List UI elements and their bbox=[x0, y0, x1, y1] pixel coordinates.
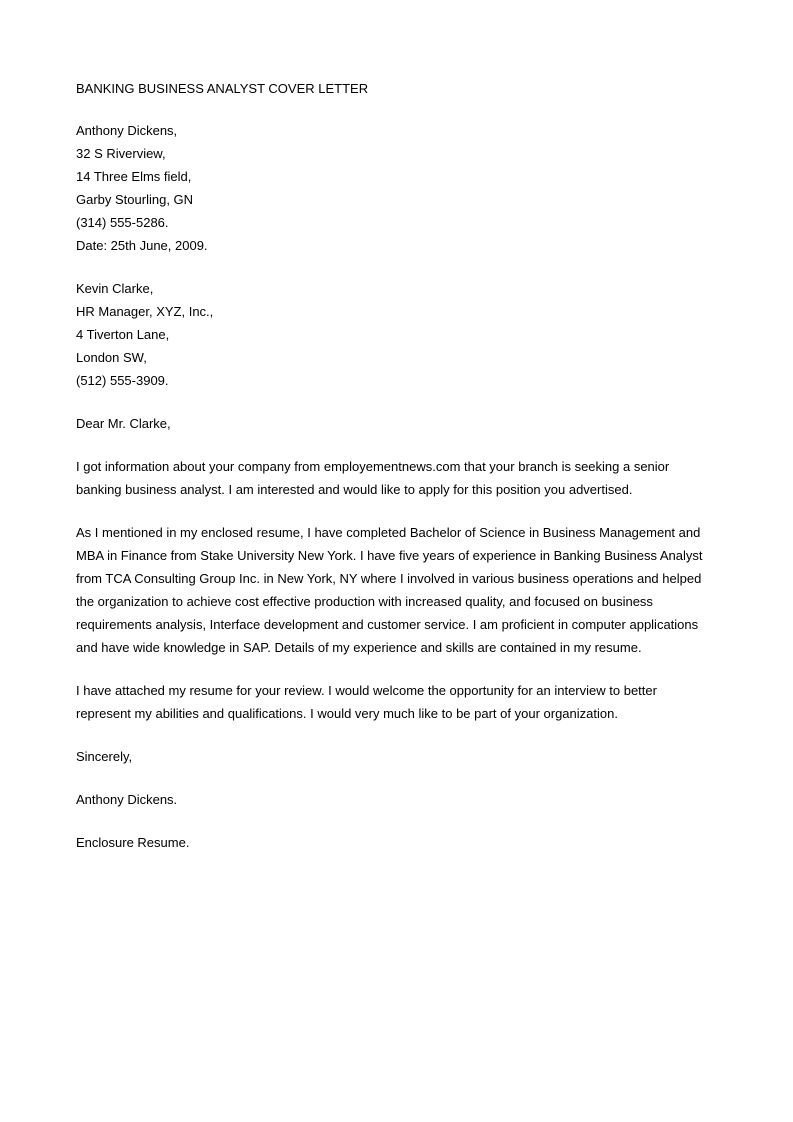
sender-line: Anthony Dickens, bbox=[76, 123, 178, 138]
paragraph-intro bbox=[76, 455, 713, 501]
document-title: BANKING BUSINESS ANALYST COVER LETTER bbox=[76, 81, 369, 96]
recipient-address bbox=[76, 277, 713, 392]
closing-text: Sincerely, bbox=[76, 749, 133, 764]
recipient-line: 4 Tiverton Lane, bbox=[76, 327, 170, 342]
recipient-line: HR Manager, XYZ, Inc., bbox=[76, 304, 214, 319]
sender-line: Garby Stourling, GN bbox=[76, 192, 194, 207]
paragraph-line: I have attached my resume for your review. I would welcome the opportunity for an interview to better bbox=[76, 683, 657, 698]
sender-address bbox=[76, 119, 713, 257]
recipient-line: London SW, bbox=[76, 350, 147, 365]
enclosure bbox=[76, 831, 713, 854]
paragraph-experience bbox=[76, 521, 713, 659]
enclosure-text: Enclosure Resume. bbox=[76, 835, 190, 850]
signature bbox=[76, 788, 713, 811]
sender-date: Date: 25th June, 2009. bbox=[76, 238, 208, 253]
paragraph-line: represent my abilities and qualifications. I would very much like to be part of your organization. bbox=[76, 706, 618, 721]
closing bbox=[76, 745, 713, 768]
paragraph-line: from TCA Consulting Group Inc. in New York, NY where I involved in various business operations and helped bbox=[76, 571, 702, 586]
sender-line: 14 Three Elms field, bbox=[76, 169, 192, 184]
paragraph-line: I got information about your company from employementnews.com that your branch is seeking a senior bbox=[76, 459, 670, 474]
sender-line: 32 S Riverview, bbox=[76, 146, 166, 161]
signature-text: Anthony Dickens. bbox=[76, 792, 178, 807]
recipient-line: Kevin Clarke, bbox=[76, 281, 154, 296]
sender-line: (314) 555-5286. bbox=[76, 215, 169, 230]
paragraph-line: the organization to achieve cost effective production with increased quality, and focused on business bbox=[76, 594, 653, 609]
paragraph-line: MBA in Finance from Stake University New York. I have five years of experience in Banking Business Analyst bbox=[76, 548, 703, 563]
salutation bbox=[76, 412, 713, 435]
paragraph-line: requirements analysis, Interface development and customer service. I am proficient in computer applications bbox=[76, 617, 699, 632]
paragraph-line: banking business analyst. I am interested and would like to apply for this position you advertised. bbox=[76, 482, 633, 497]
recipient-line: (512) 555-3909. bbox=[76, 373, 169, 388]
paragraph-line: and have wide knowledge in SAP. Details of my experience and skills are contained in my resume. bbox=[76, 640, 642, 655]
salutation-text: Dear Mr. Clarke, bbox=[76, 416, 171, 431]
paragraph-line: As I mentioned in my enclosed resume, I have completed Bachelor of Science in Business Management and bbox=[76, 525, 701, 540]
paragraph-closing bbox=[76, 679, 713, 725]
